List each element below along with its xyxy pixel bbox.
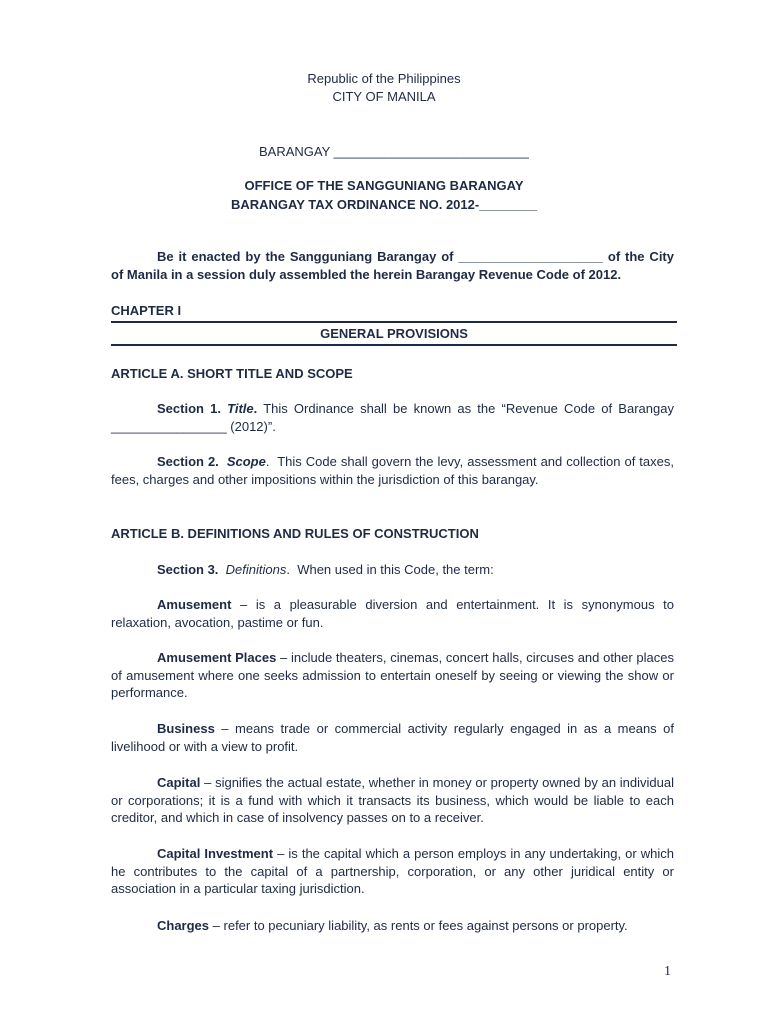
article-a-heading: ARTICLE A. SHORT TITLE AND SCOPE <box>111 366 353 381</box>
barangay-line: BARANGAY ___________________________ <box>259 144 529 159</box>
page-number: 1 <box>664 964 671 979</box>
definition-text: is a pleasurable diversion and entertainment. It is synonymous to relaxation, avocation, pastime or fun. <box>111 597 674 630</box>
section-1: Section 1. Title. This Ordinance shall be known as the “Revenue Code of Barangay ________________ (2012)”. <box>111 401 674 434</box>
section-2-label: Section 2. <box>157 454 219 469</box>
chapter-rule-top <box>111 321 677 323</box>
section-2: Section 2. Scope. This Code shall govern the levy, assessment and collection of taxes, fees, charges and other impositions within the jurisdiction of this barangay. <box>111 454 674 487</box>
definition-term: Capital <box>157 775 201 790</box>
section-2-text: This Code shall govern the levy, assessment and collection of taxes, fees, charges and other impositions within the jurisdiction of this barangay. <box>111 454 674 487</box>
section-3-label: Section 3. <box>157 562 219 577</box>
section-1-term: Title <box>227 401 254 416</box>
article-b-heading: ARTICLE B. DEFINITIONS AND RULES OF CONSTRUCTION <box>111 526 479 541</box>
chapter-subtitle: GENERAL PROVISIONS <box>320 326 468 341</box>
definition-text: means trade or commercial activity regularly engaged in as a means of livelihood or with a view to profit. <box>111 721 674 754</box>
section-2-term: Scope <box>226 454 266 469</box>
definition-term: Business <box>157 721 215 736</box>
definition-item: Amusement – is a pleasurable diversion and entertainment. It is synonymous to relaxation, avocation, pastime or fun. <box>111 597 674 630</box>
definition-term: Capital Investment <box>157 846 274 861</box>
definition-term: Charges <box>157 918 210 933</box>
definition-text: include theaters, cinemas, concert halls, circuses and other places of amusement where one seeks admission to entertain oneself by seeing or viewing the show or performance. <box>111 650 674 700</box>
definition-text: signifies the actual estate, whether in money or property owned by an individual or corporations; it is a fund with which it transacts its business, which would be liable to each creditor, and which in case of insolvency passes on to a receiver. <box>111 775 674 825</box>
office-heading: OFFICE OF THE SANGGUNIANG BARANGAY <box>244 178 524 193</box>
enactment-clause: Be it enacted by the Sangguniang Barangay of ____________________ of the City of Manila in a session duly assembled the herein Barangay Revenue Code of 2012. <box>111 249 674 282</box>
section-3-text: When used in this Code, the term: <box>297 562 494 577</box>
section-1-text: This Ordinance shall be known as the “Revenue Code of Barangay ________________ (2012)”. <box>111 401 674 434</box>
definition-text: is the capital which a person employs in any undertaking, or which he contributes to the capital of a partnership, corporation, or any other juridical entity or association in a particular taxing jurisdiction. <box>111 846 674 896</box>
republic-line: Republic of the Philippines <box>307 71 461 86</box>
section-3: Section 3. Definitions. When used in this Code, the term: <box>157 562 494 577</box>
definition-item: Capital – signifies the actual estate, whether in money or property owned by an individual or corporations; it is a fund with which it transacts its business, which would be liable to each creditor, and which in case of insolvency passes on to a receiver. <box>111 775 674 825</box>
definition-term: Amusement <box>157 597 232 612</box>
definition-text: refer to pecuniary liability, as rents or fees against persons or property. <box>223 918 628 933</box>
chapter-title: CHAPTER I <box>111 303 182 318</box>
chapter-rule-bottom <box>111 344 677 346</box>
definition-item: Capital Investment – is the capital which a person employs in any undertaking, or which he contributes to the capital of a partnership, corporation, or any other juridical entity or association in a particular taxing jurisdiction. <box>111 846 674 896</box>
section-3-term: Definitions <box>225 562 287 577</box>
city-line: CITY OF MANILA <box>332 89 436 104</box>
definition-item: Amusement Places – include theaters, cinemas, concert halls, circuses and other places of amusement where one seeks admission to entertain oneself by seeing or viewing the show or performance. <box>111 650 674 700</box>
definition-term: Amusement Places <box>157 650 277 665</box>
ordinance-number: BARANGAY TAX ORDINANCE NO. 2012-________ <box>230 197 538 212</box>
definition-item: Charges – refer to pecuniary liability, as rents or fees against persons or property. <box>157 918 628 933</box>
section-1-label: Section 1. <box>157 401 221 416</box>
definition-item: Business – means trade or commercial activity regularly engaged in as a means of livelihood or with a view to profit. <box>111 721 674 754</box>
